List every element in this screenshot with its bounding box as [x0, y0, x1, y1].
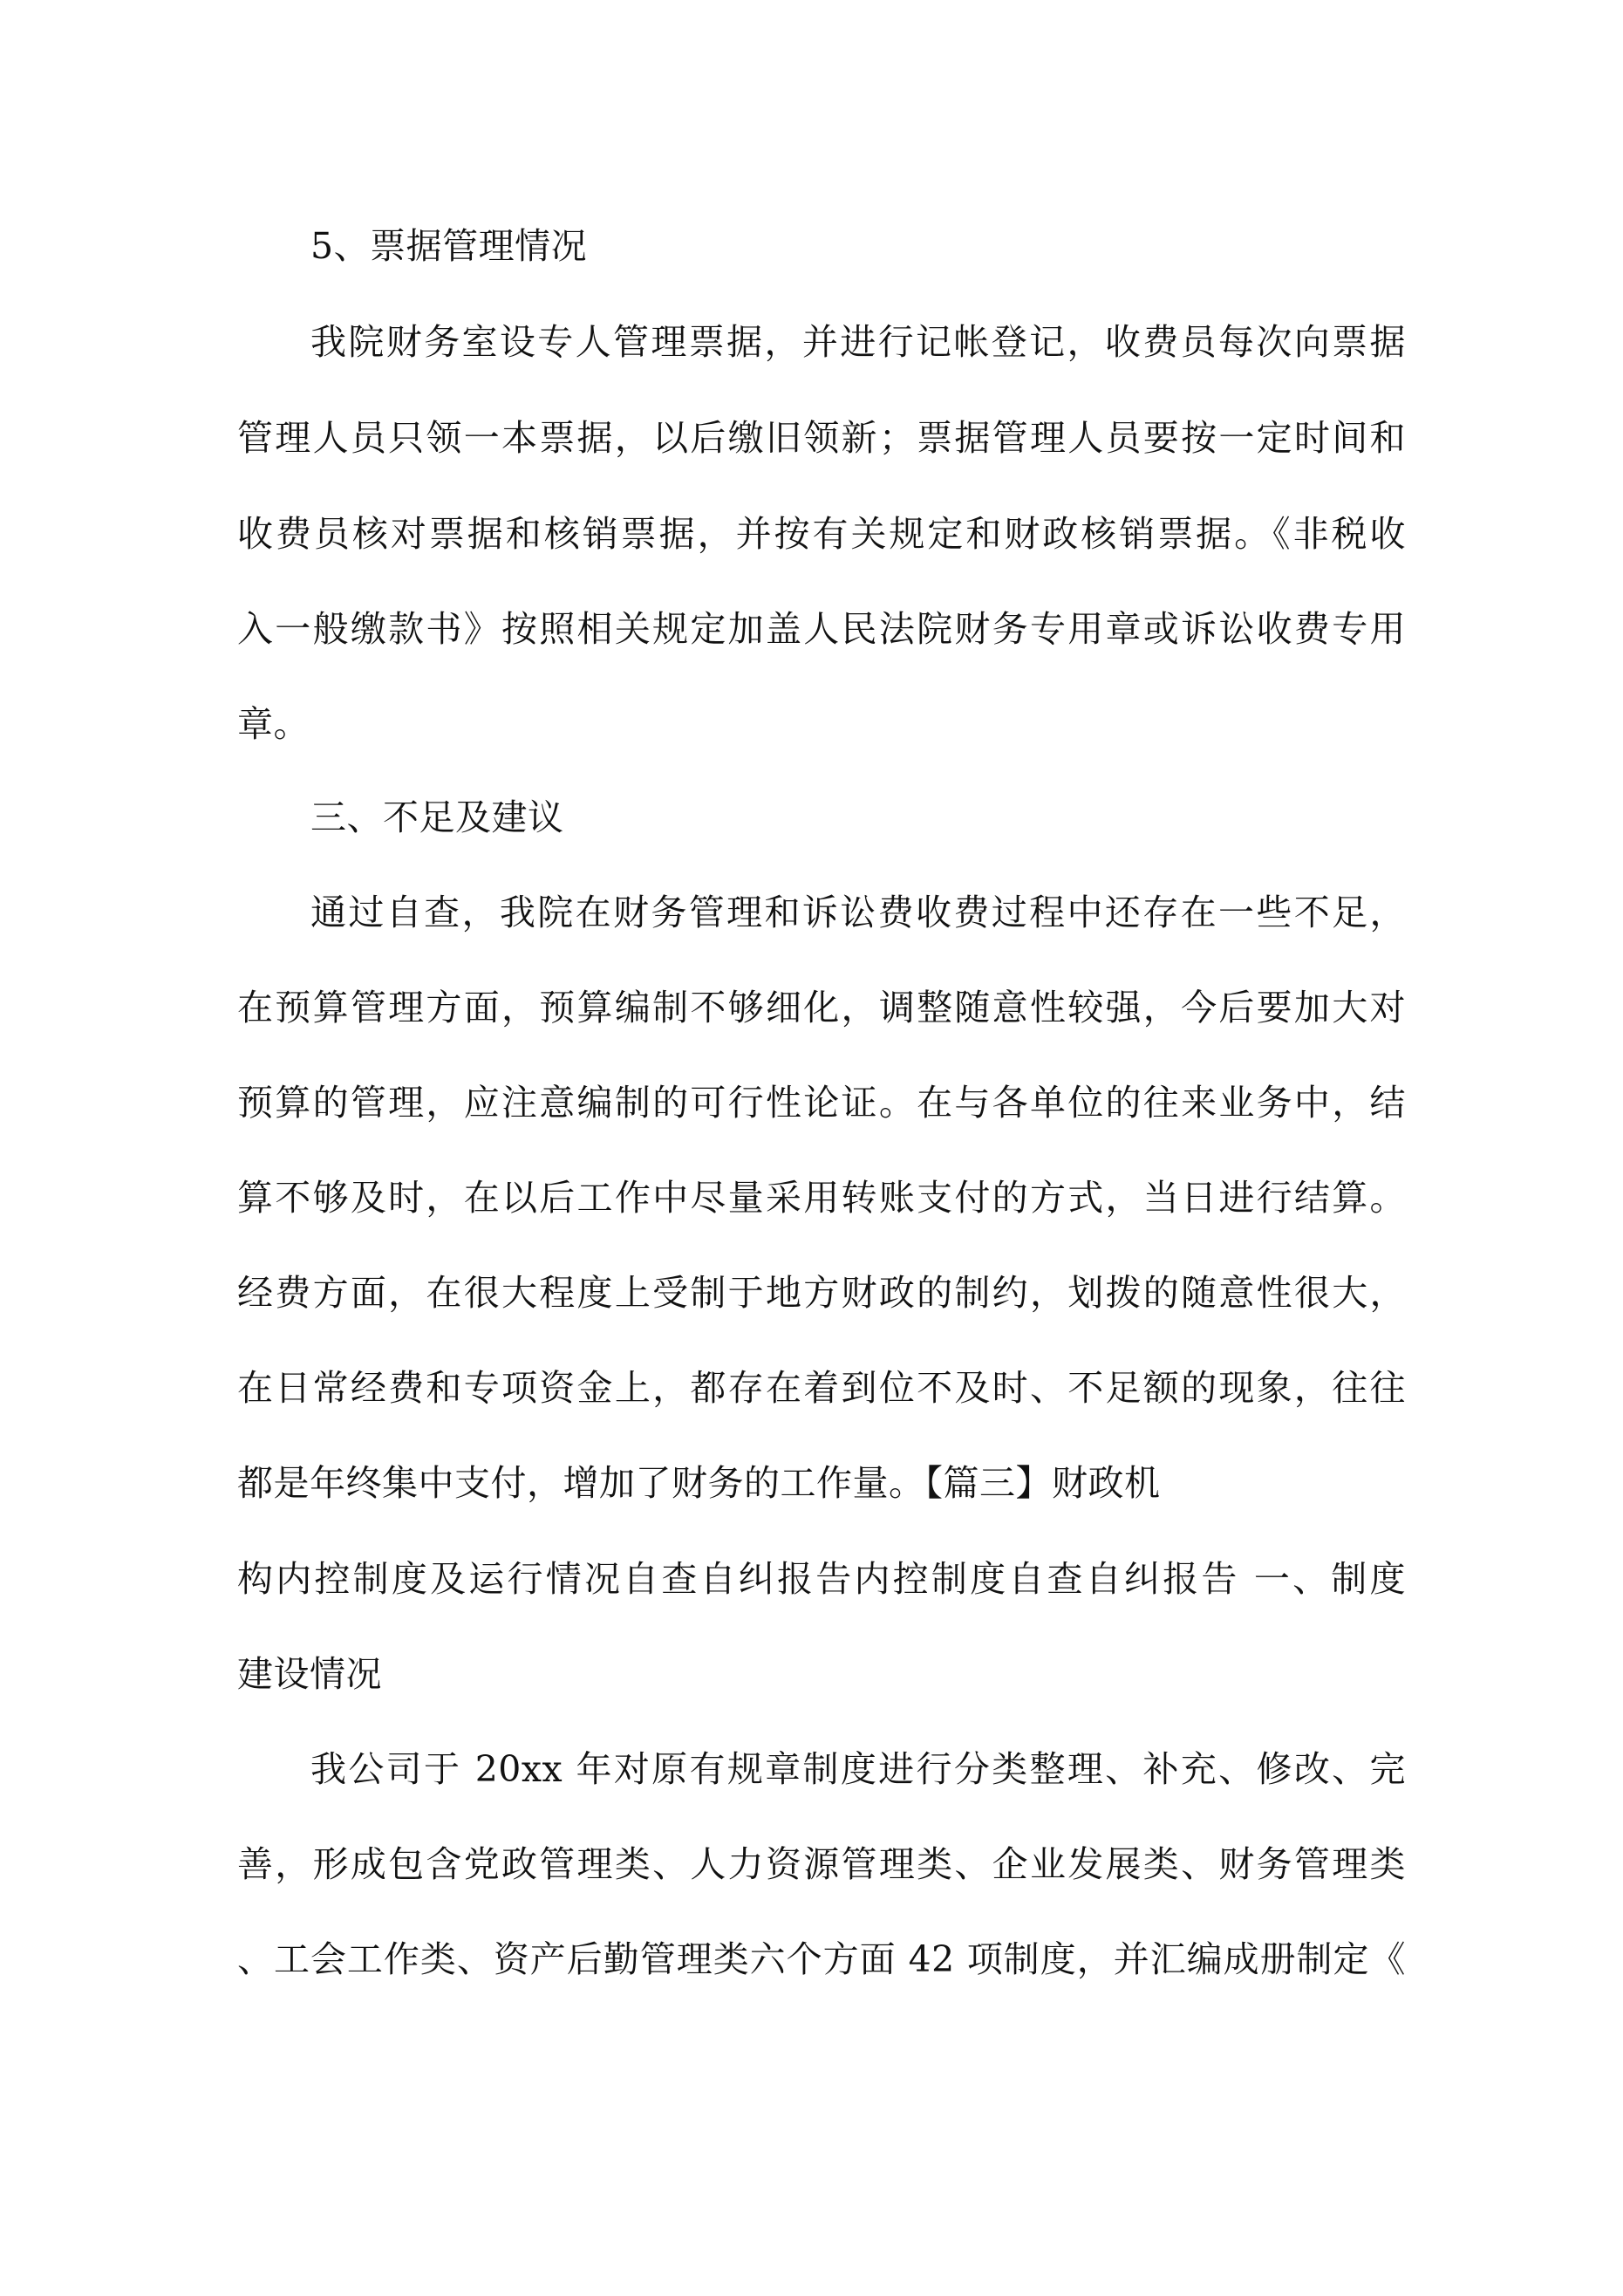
paragraph-line: 收费员核对票据和核销票据，并按有关规定和财政核销票据。《非税收: [237, 513, 1406, 555]
paragraph-line: 经费方面，在很大程度上受制于地方财政的制约，划拨的随意性很大，: [237, 1272, 1406, 1314]
paragraph-line: 通过自查，我院在财务管理和诉讼费收费过程中还存在一些不足，: [310, 892, 1406, 933]
paragraph-line: 管理人员只领一本票据，以后缴旧领新；票据管理人员要按一定时间和: [237, 417, 1406, 459]
paragraph-line: 预算的管理，应注意编制的可行性论证。在与各单位的往来业务中，结: [237, 1082, 1406, 1124]
paragraph-line: 在日常经费和专项资金上，都存在着到位不及时、不足额的现象，往往: [237, 1367, 1406, 1409]
paragraph-line: 都是年终集中支付，增加了财务的工作量。【篇三】财政机: [237, 1462, 1161, 1504]
paragraph-line: 我公司于 20xx 年对原有规章制度进行分类整理、补充、修改、完: [310, 1748, 1406, 1790]
paragraph-line: 算不够及时，在以后工作中尽量采用转账支付的方式，当日进行结算。: [237, 1177, 1406, 1219]
paragraph-line: 入一般缴款书》按照相关规定加盖人民法院财务专用章或诉讼收费专用: [237, 608, 1406, 650]
paragraph-line: 善，形成包含党政管理类、人力资源管理类、企业发展类、财务管理类: [237, 1843, 1406, 1885]
paragraph-line: 章。: [237, 703, 310, 745]
paragraph-line: 我院财务室设专人管理票据，并进行记帐登记，收费员每次向票据: [310, 321, 1406, 363]
paragraph-line: 、工会工作类、资产后勤管理类六个方面 42 项制度，并汇编成册制定《: [237, 1938, 1406, 1980]
paragraph-line: 构内控制度及运行情况自查自纠报告内控制度自查自纠报告 一、制度: [237, 1558, 1406, 1600]
section-heading: 三、不足及建议: [310, 796, 564, 838]
section-heading: 5、票据管理情况: [310, 225, 588, 267]
paragraph-line: 在预算管理方面，预算编制不够细化，调整随意性较强，今后要加大对: [237, 987, 1406, 1028]
paragraph-line: 建设情况: [237, 1653, 382, 1695]
